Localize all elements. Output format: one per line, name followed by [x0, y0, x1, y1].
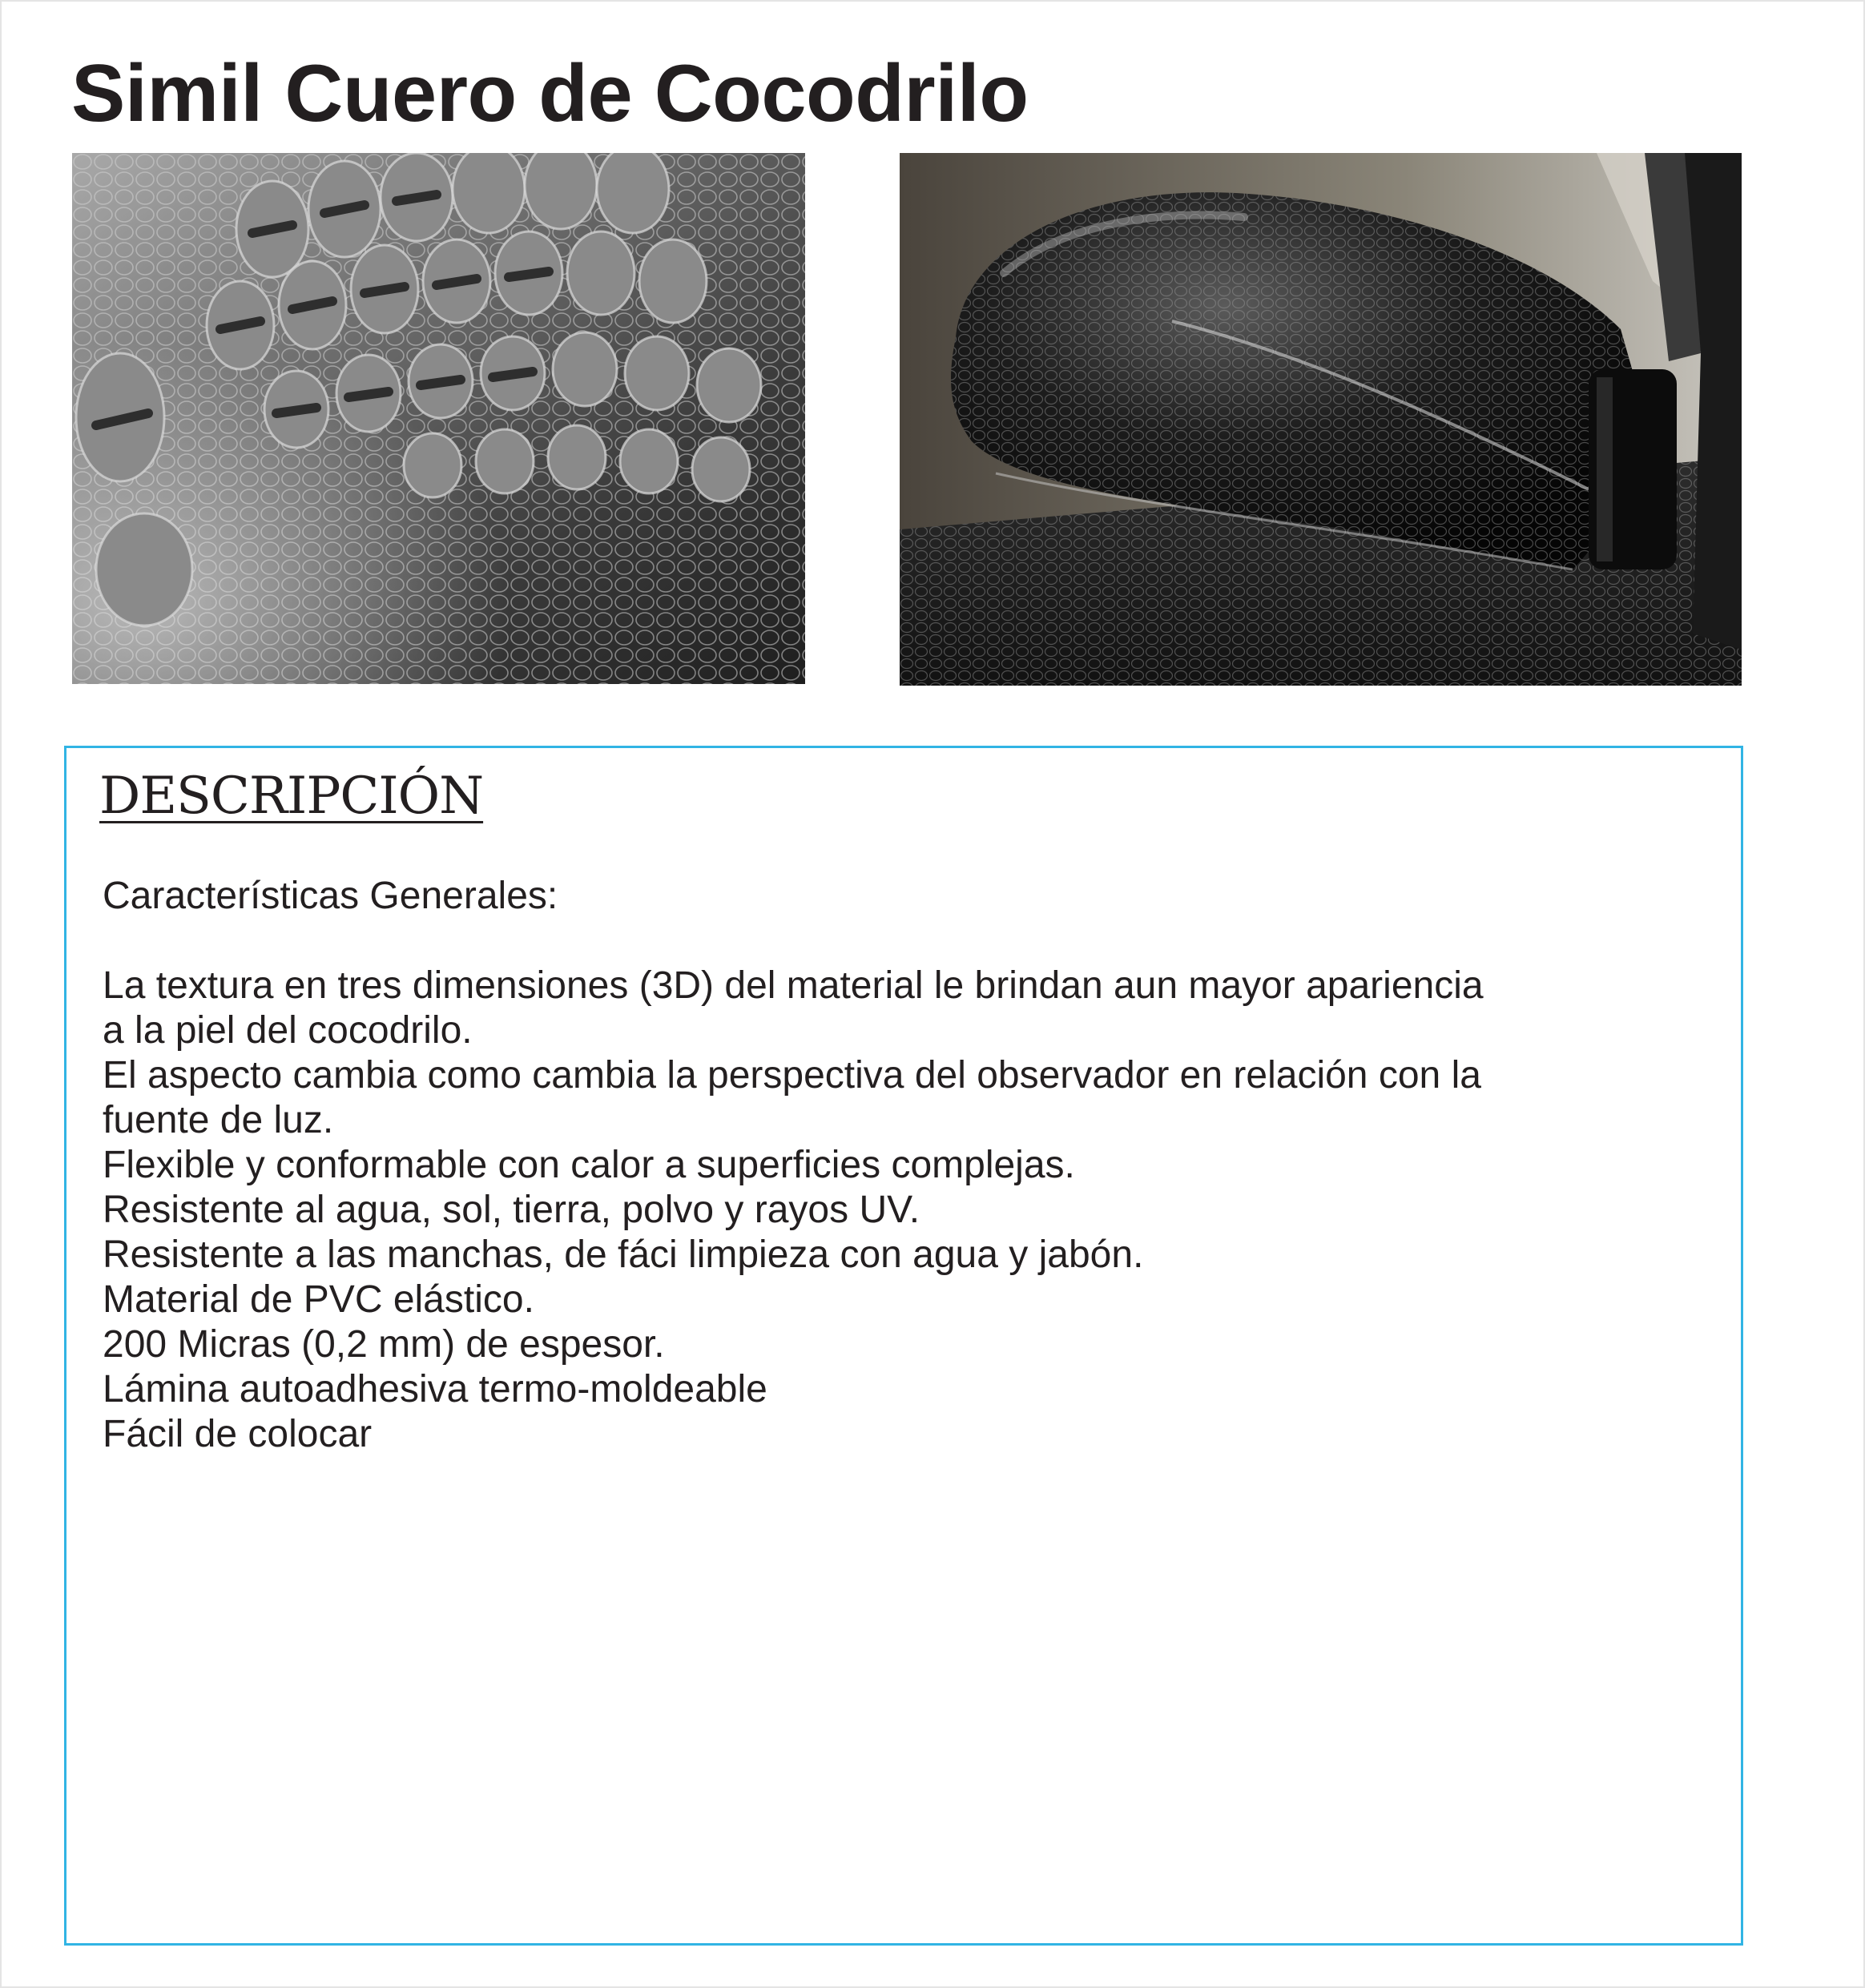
feature-line: Lámina autoadhesiva termo-moldeable	[103, 1368, 767, 1411]
feature-line: Resistente al agua, sol, tierra, polvo y rayos UV.	[103, 1189, 920, 1231]
feature-line: Material de PVC elástico.	[103, 1278, 534, 1321]
description-heading: DESCRIPCIÓN	[99, 767, 484, 826]
feature-line: Flexible y conformable con calor a superficies complejas.	[103, 1144, 1075, 1186]
features-subtitle: Características Generales:	[103, 875, 558, 917]
feature-line: fuente de luz.	[103, 1099, 334, 1141]
crocodile-leather-texture-photo	[72, 153, 805, 684]
feature-line: a la piel del cocodrilo.	[103, 1009, 473, 1052]
feature-line: El aspecto cambia como cambia la perspectiva del observador en relación con la	[103, 1054, 1481, 1097]
feature-line: La textura en tres dimensiones (3D) del material le brindan aun mayor apariencia	[103, 964, 1484, 1007]
feature-line: Resistente a las manchas, de fáci limpieza con agua y jabón.	[103, 1233, 1144, 1276]
features-list	[103, 964, 1484, 1457]
product-title: Simil Cuero de Cocodrilo	[71, 49, 1029, 139]
car-mirror-wrapped-photo	[900, 153, 1742, 686]
feature-line: Fácil de colocar	[103, 1413, 373, 1455]
feature-line: 200 Micras (0,2 mm) de espesor.	[103, 1323, 665, 1366]
